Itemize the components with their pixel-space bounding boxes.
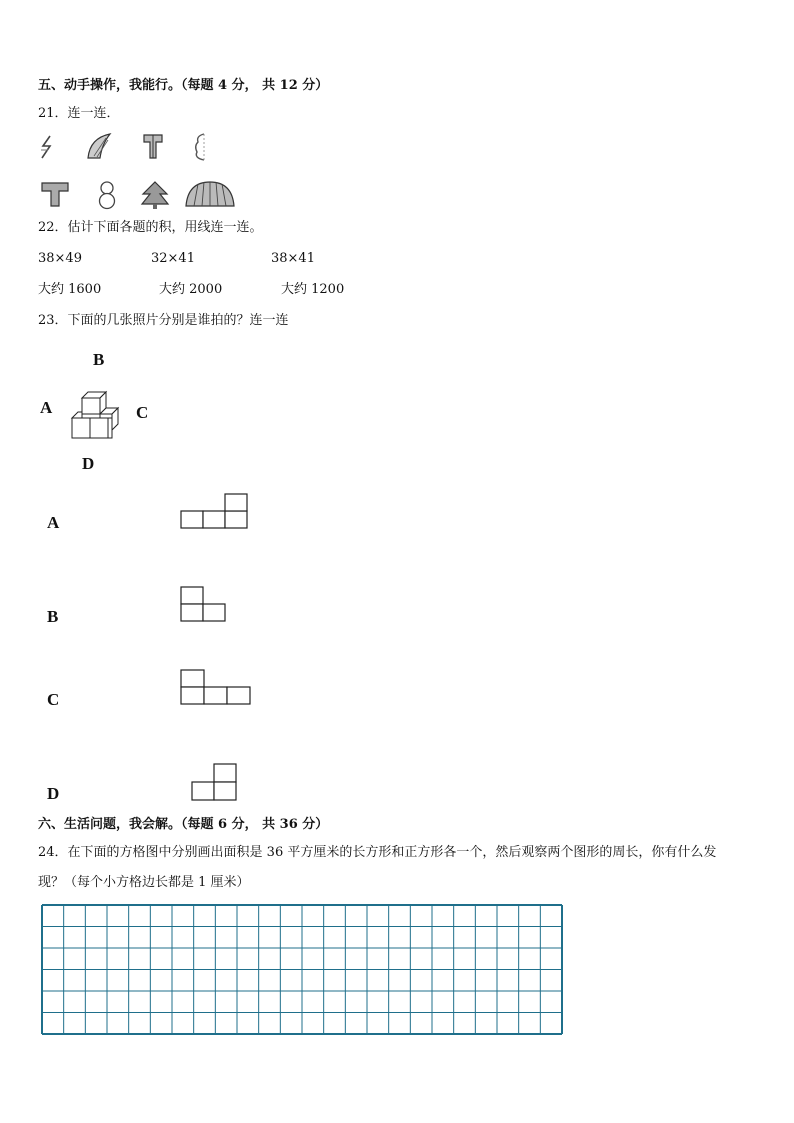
section-5-heading: 五、动手操作，我能行。（每题 4 分， 共 12 分）	[38, 78, 329, 93]
question-21-text: 21．连一连．	[38, 106, 120, 121]
expression-3: 38×41	[271, 251, 315, 266]
view-figure-d	[190, 762, 240, 802]
umbrella-icon	[184, 180, 236, 208]
view-figure-b	[180, 585, 228, 623]
estimate-3: 大约 1200	[281, 282, 345, 297]
square-grid[interactable]	[40, 903, 564, 1036]
view-figure-a	[180, 492, 250, 530]
expression-1: 38×49	[38, 251, 82, 266]
umbrella-half-icon	[84, 132, 114, 160]
snowman-icon	[97, 180, 117, 210]
view-label-b: B	[47, 607, 59, 626]
view-figure-c	[180, 668, 252, 706]
question-24-line-1: 24．在下面的方格图中分别画出面积是 36 平方厘米的长方形和正方形各一个，然后观察两个图形的周长，你有什么发	[38, 845, 717, 860]
mushroom-icon	[40, 180, 70, 208]
question-23-text: 23．下面的几张照片分别是谁拍的？连一连	[38, 313, 289, 328]
tree-icon	[140, 180, 170, 210]
direction-label-d: D	[82, 454, 95, 473]
view-label-c: C	[47, 690, 60, 709]
question-22-text: 22．估计下面各题的积，用线连一连。	[38, 220, 263, 235]
estimate-1: 大约 1600	[38, 282, 102, 297]
question-24-line-2: 现？（每个小方格边长都是 1 厘米）	[38, 875, 250, 890]
direction-label-b: B	[93, 350, 105, 369]
direction-label-c: C	[136, 403, 149, 422]
snowman-half-icon	[192, 132, 210, 162]
view-label-d: D	[47, 784, 60, 803]
mushroom-half-icon	[142, 132, 164, 160]
view-label-a: A	[47, 513, 60, 532]
section-6-heading: 六、生活问题，我会解。（每题 6 分， 共 36 分）	[38, 817, 329, 832]
expression-2: 32×41	[151, 251, 195, 266]
cube-stack-figure	[70, 388, 120, 442]
direction-label-a: A	[40, 398, 53, 417]
lightning-fragment-icon	[38, 134, 58, 160]
estimate-2: 大约 2000	[159, 282, 223, 297]
